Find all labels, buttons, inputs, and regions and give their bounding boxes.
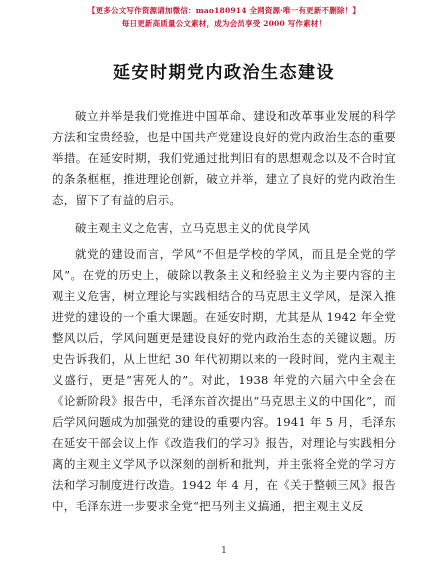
page-number: 1 [221,546,227,556]
document-title: 延安时期党内政治生态建设 [113,63,335,83]
section-paragraph: 就党的建设而言，学风“不但是学校的学风，而且是全党的学风”。在党的历史上，破除以教条主义和经验主义为主要内容的主观主义危害，树立理论与实践相结合的马克思主义学风，是深入推进党的建设的一个重大课题。在延安时期，尤其是从 1942 年全党整风以后，学风问题更是建设良好的党内政治生态的关键议题。历史告诉我们，从上世纪 30 年代初期以来的一段时间，党内主观主义盛行，更是“害死人的”。对此，1938 年党的六届六中全会在《论新阶段》报告中，毛泽东首次提出“马克思主义的中国化”，而后学风问题成为加强党的建设的重要内容。1941 年 5 月，毛泽东在延安干部会议上作《改造我们的学习》报告，对理论与实践相分离的主观主义学风予以深刻的剖析和批判，并主张将全党的学习方法和学习制度进行改造。1942 年 4 月，在《关于整顿三风》报告中，毛泽东进一步要求全党“把马列主义搞通，把主观主义反 [52,247,396,513]
section-heading: 破主观主义之危害，立马克思主义的优良学风 [75,221,310,235]
promo-banner-line-2: 每日更新高质量公文素材，成为会员享受 2000 写作素材！ [121,19,327,28]
promo-banner-line-1: 【更多公文写作资源请加微信：mao180914 全网资源·唯一有更新不删除！】 [87,6,361,15]
intro-paragraph: 破立并举是我们党推进中国革命、建设和改革事业发展的科学方法和宝贵经验，也是中国共产党建设良好的党内政治生态的重要举措。在延安时期，我们党通过批判旧有的思想观念以及不合时宜的条条框框，推进理论创新，破立并举，建立了良好的党内政治生态，留下了有益的启示。 [52,109,396,207]
document-body [52,106,396,517]
